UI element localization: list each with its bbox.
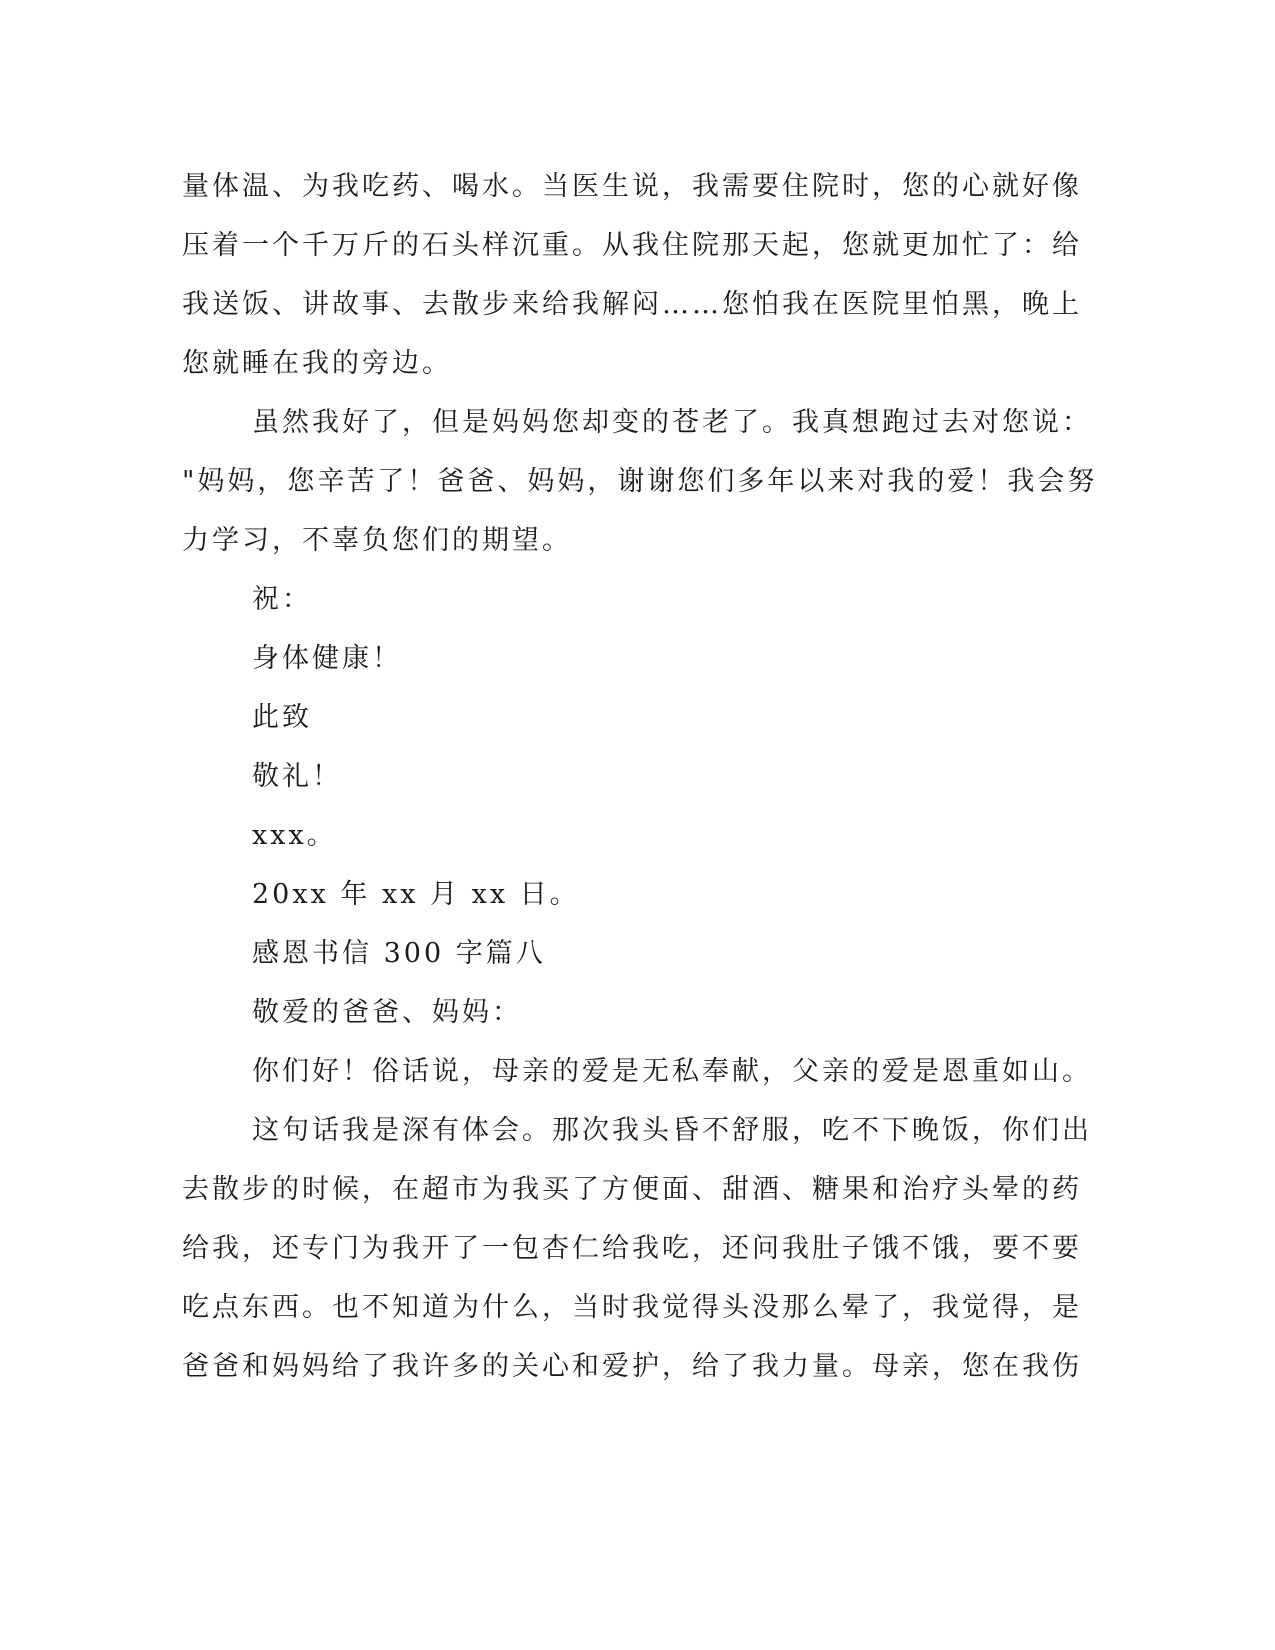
- text-line: 吃点东西。也不知道为什么，当时我觉得头没那么晕了，我觉得，是: [182, 1292, 1082, 1323]
- closing-wish-text: 身体健康！: [252, 643, 402, 674]
- text-line: "妈妈，您辛苦了！爸爸、妈妈，谢谢您们多年以来对我的爱！我会努: [182, 466, 1098, 497]
- text-line: 压着一个千万斤的石头样沉重。从我住院那天起，您就更加忙了：给: [182, 230, 1082, 261]
- text-line: 去散步的时候，在超市为我买了方便面、甜酒、糖果和治疗头晕的药: [182, 1174, 1082, 1205]
- paragraph-start: 你们好！俗话说，母亲的爱是无私奉献，父亲的爱是恩重如山。: [252, 1056, 1092, 1087]
- letter-body: [182, 157, 1098, 1396]
- greeting: 敬爱的爸爸、妈妈：: [252, 997, 522, 1028]
- section-heading: 感恩书信 300 字篇八: [252, 938, 546, 969]
- signature: xxx。: [252, 820, 337, 851]
- text-line: 您就睡在我的旁边。: [182, 348, 452, 379]
- closing-wish: 祝：: [252, 584, 312, 615]
- text-line: 量体温、为我吃药、喝水。当医生说，我需要住院时，您的心就好像: [182, 171, 1082, 202]
- paragraph-start: 这句话我是深有体会。那次我头昏不舒服，吃不下晚饭，你们出: [252, 1115, 1092, 1146]
- closing-salutation: 此致: [252, 702, 312, 733]
- paragraph-start: 虽然我好了，但是妈妈您却变的苍老了。我真想跑过去对您说：: [252, 407, 1092, 438]
- text-line: 给我，还专门为我开了一包杏仁给我吃，还问我肚子饿不饿，要不要: [182, 1233, 1082, 1264]
- date-line: 20xx 年 xx 月 xx 日。: [252, 879, 580, 910]
- text-line: 我送饭、讲故事、去散步来给我解闷……您怕我在医院里怕黑，晚上: [182, 289, 1082, 320]
- closing-salutation-text: 敬礼！: [252, 761, 342, 792]
- text-line: 力学习，不辜负您们的期望。: [182, 525, 572, 556]
- text-line: 爸爸和妈妈给了我许多的关心和爱护，给了我力量。母亲，您在我伤: [182, 1351, 1082, 1382]
